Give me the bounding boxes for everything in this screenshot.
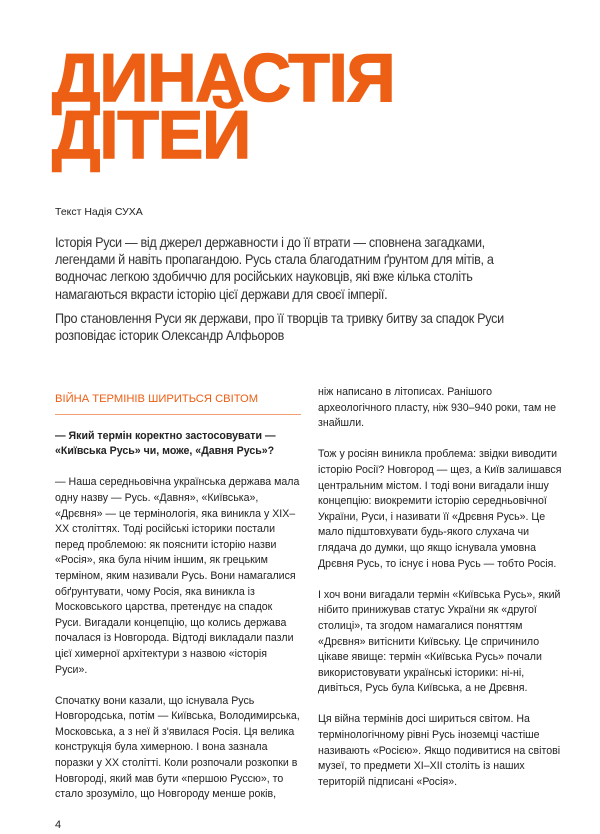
left-column <box>55 392 301 834</box>
article-title <box>52 40 395 173</box>
body-paragraph: — Наша середньовічна українська держава мала одну назву — Русь. «Давня», «Київська», «Дрєвня» — це термінологія, яка виникла у XIX–XX століттях. Тоді російські історики постали перед проблемою: як пояснити історію назви «Росія», яка була нічим іншим, як грецьким терміном, яким називали Русь. Вони намагалися обґрунтувати, чому Росія, яка виникла із Московського царства, претендує на спадок Руси. Вигадали концепцію, що колись держава почалася із Новгорода. Відтоді викладали пазли цієї химерної архітектури з назвою «історія Руси». <box>55 476 300 676</box>
title-line-2: ДІТЕЙ <box>52 97 251 173</box>
lead-paragraph: Історія Руси — від джерел державности і до її втрати — сповнена загадками, легендами й навіть пропагандою. Русь стала благодатним ґрунтом для мітів, а водночас легкою здобиччю для російських науковців, які вже кілька століть намагаються вкрасти історію цієї держави для своєї імперії. <box>55 235 494 302</box>
section-heading: ВІЙНА ТЕРМІНІВ ШИРИТЬСЯ СВІТОМ <box>55 392 301 415</box>
body-paragraph: Тож у росіян виникла проблема: звідки виводити історію Росії? Новгород — щез, а Київ залишався центральним містом. І тоді вони вигадали іншу концепцію: виокремити історію середньовічної України, Руси, і називати її «Дрєвня Русь». Це мало підштовхувати будь-якого слухача чи глядача до думки, що якщо існувала умовна Дрєвня Русь, то існує і нова Русь — тобто Росія. <box>318 448 562 570</box>
body-paragraph: І хоч вони вигадали термін «Київська Русь», який нібито принижував статус України як «другої столиці», та згодом намагалися поняттям «Дрєвня» витіснити Київську. Це спричинило цікаве явище: термін «Київська Русь» почали використовувати українські історики: ні-ні, дивіться, Русь була Київська, а не Дрєвня. <box>318 588 561 695</box>
author-byline: Текст Надія СУХА <box>55 206 143 218</box>
body-paragraph: Спочатку вони казали, що існувала Русь Новгородська, потім — Київська, Володимирська, Московська, а з неї й з'явилася Росія. Ця велика конструкція була химерною. І вона зазнала поразки у XX столітті. Коли розпочали розкопки в Новгороді, який мав бути «першою Руссю», то стало зрозуміло, що Новгороду менше років, <box>55 694 300 801</box>
interview-question: — Який термін коректно застосовувати — «Київська Русь» чи, може, «Давня Русь»? <box>55 429 276 458</box>
article-lead <box>55 234 525 351</box>
lead-paragraph: Про становлення Руси як держави, про її творців та тривку битву за спадок Руси розповідає історик Олександр Алфьоров <box>55 310 504 344</box>
right-column <box>318 385 564 806</box>
body-paragraph: Ця війна термінів досі шириться світом. На термінологічному рівні Русь іноземці частіше називають «Росією». Якщо подивитися на світові музеї, то предмети XI–XII століть із наших територій підписані «Росія». <box>318 713 561 788</box>
body-paragraph: ніж написано в літописах. Ранішого археологічного пласту, ніж 930–940 роки, там не знайшли. <box>318 386 556 430</box>
page-number: 4 <box>55 819 62 832</box>
title-line-1: ДИНАСТІЯ <box>52 40 395 116</box>
